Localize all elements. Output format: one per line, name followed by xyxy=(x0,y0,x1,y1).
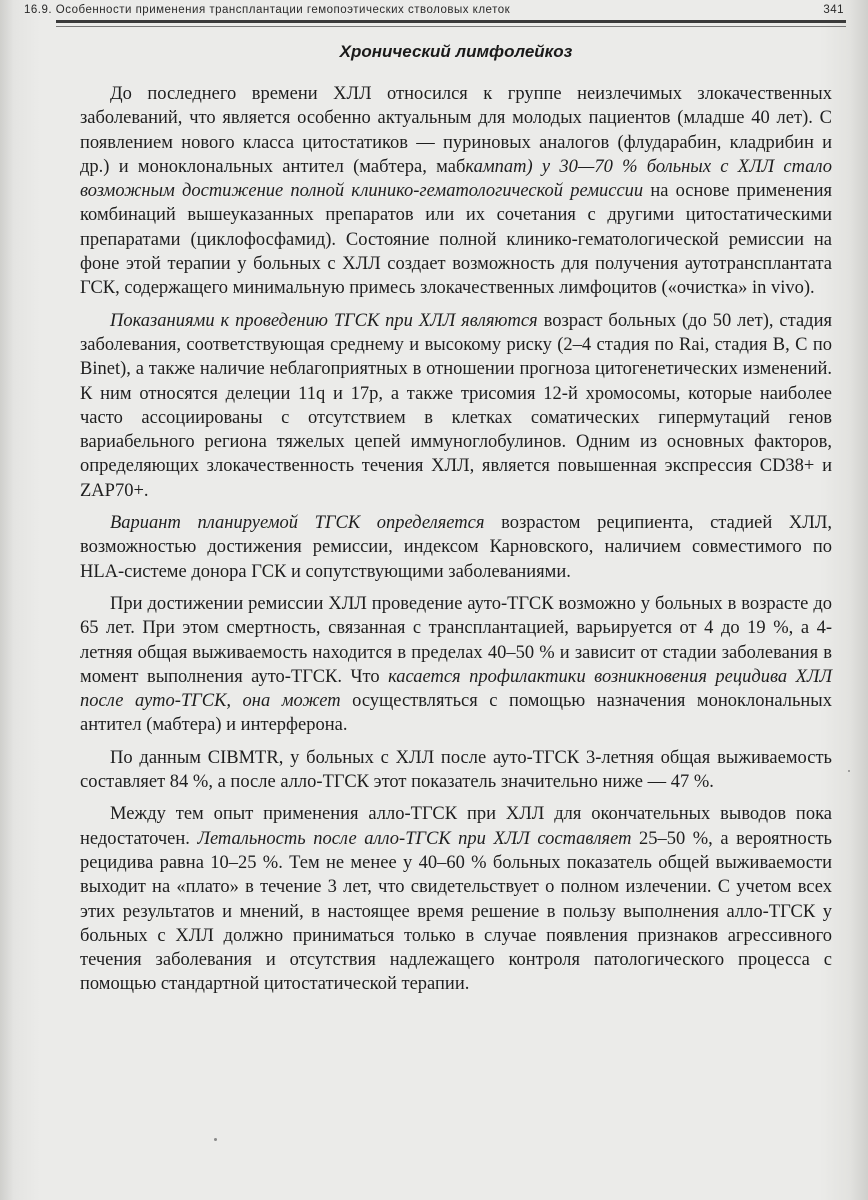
paragraph-1-emphasis: кампат) у 30—70 % больных с ХЛЛ стало возможным достижение полной клинико-гематологической ремиссии xyxy=(80,156,832,202)
paragraph-6-emphasis: Летальность после алло-ТГСК при ХЛЛ составляет xyxy=(197,828,632,849)
paragraph-1 xyxy=(80,82,832,301)
paragraph-3 xyxy=(80,511,832,584)
paragraph-2-emphasis: Показаниями к проведению ТГСК при ХЛЛ являются xyxy=(110,310,538,331)
running-header xyxy=(24,2,854,18)
paragraph-1-text-c: на основе применения комбинаций вышеуказанных препаратов или их сочетания с другими цитостатическими препаратами (циклофосфамид). Состояние полной клинико-гематологической ремиссии на фоне этой терапии у больных с ХЛЛ создает возможность для получения аутотрансплантата ГСК, содержащего минимальную примесь злокачественных лимфоцитов («очистка» in vivo). xyxy=(80,181,833,299)
paper-speck xyxy=(848,770,850,772)
paragraph-6 xyxy=(80,802,832,996)
header-rule-thin xyxy=(56,26,846,27)
paragraph-6-text-c: 25–50 %, а вероятность рецидива равна 10–25 %. Тем не менее у 40–60 % больных показатель общей выживаемости выходит на «плато» в течение 3 лет, что свидетельствует о полном излечении. С учетом всех этих результатов и мнений, в настоящее время решение в пользу выполнения алло-ТГСК у больных с ХЛЛ должно приниматься только в случае появления признаков агрессивного течения заболевания и отсутствия надлежащего контроля патологического процесса с помощью стандартной цитостатической терапии. xyxy=(80,828,832,995)
paragraph-3-emphasis: Вариант планируемой ТГСК определяется xyxy=(110,513,485,534)
paper-speck xyxy=(214,1138,217,1141)
paragraph-2 xyxy=(80,309,832,503)
paragraph-4 xyxy=(80,592,832,738)
paragraph-5: По данным CIBMTR, у больных с ХЛЛ после ауто-ТГСК 3-летняя общая выживаемость составляет 84 %, а после алло-ТГСК этот показатель значительно ниже — 47 %. xyxy=(80,747,832,793)
running-header-title: 16.9. Особенности применения трансплантации гемопоэтических стволовых клеток xyxy=(24,4,511,16)
paragraph-4-text-c: осуществляться с помощью назначения моноклональных антител (мабтера) и интерферона. xyxy=(80,691,832,736)
paragraph-4-emphasis: касается профилактики возникновения рецидива ХЛЛ после ауто-ТГСК, она может xyxy=(80,666,832,712)
paragraph-1-text-a: До последнего времени ХЛЛ относился к группе неизлечимых злокачественных заболеваний, что является особенно актуальным для молодых пациентов (младше 40 лет). С появлением нового класса цитостатиков — пуриновых аналогов (флударабин, кладрибин и др.) и моноклональных антител (мабтера, маб xyxy=(80,84,832,177)
paragraph-3-text: возрастом реципиента, стадией ХЛЛ, возможностью достижения ремиссии, индексом Карновского, наличием совместимого по HLA-системе донора ГСК и сопутствующими заболеваниями. xyxy=(80,513,833,582)
section-title: Хронический лимфолейкоз xyxy=(339,42,573,61)
header-rule xyxy=(56,20,846,23)
paragraph-6-text-a: Между тем опыт применения алло-ТГСК при ХЛЛ для окончательных выводов пока недостаточен. xyxy=(80,804,832,849)
paragraph-2-text: возраст больных (до 50 лет), стадия заболевания, соответствующая среднему и высокому риску (2–4 стадия по Rai, стадия B, C по Binet), а также наличие неблагоприятных в отношении прогноза цитогенетических изменений. К ним относятся делеции 11q и 17p, а также трисомия 12-й хромосомы, которые наиболее часто ассоциированы с отсутствием в клетках соматических гипермутаций генов вариабельного региона тяжелых цепей иммуноглобулинов. Одним из основных факторов, определяющих злокачественность течения ХЛЛ, является повышенная экспрессия CD38+ и ZAP70+. xyxy=(80,310,832,501)
page-body xyxy=(80,40,832,1005)
paragraph-4-text-a: При достижении ремиссии ХЛЛ проведение ауто-ТГСК возможно у больных в возрасте до 65 лет. При этом смертность, связанная с трансплантацией, варьируется от 4 до 19 %, а 4-летняя общая выживаемость находится в пределах 40–50 % и зависит от стадии заболевания в момент выполнения ауто-ТГСК. Что xyxy=(80,593,832,687)
page-number: 341 xyxy=(823,4,844,16)
